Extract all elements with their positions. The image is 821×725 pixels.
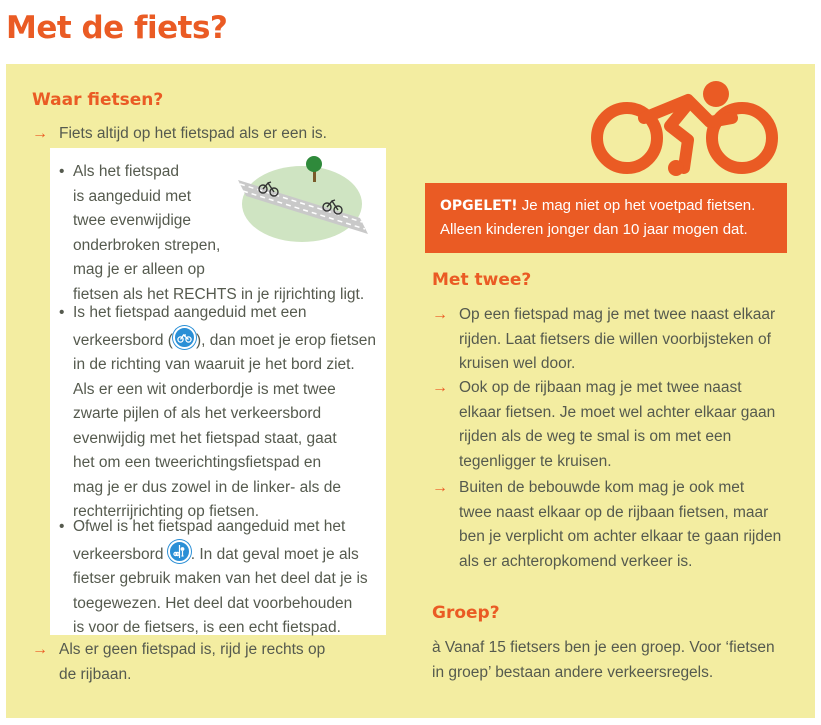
bullet2-text: verkeersbord ( xyxy=(73,331,173,349)
two-line: tegenligger te kruisen. xyxy=(459,452,612,470)
page-title: Met de fiets? xyxy=(6,10,228,46)
list-item-two-3 xyxy=(432,476,781,574)
bullet1-line: Als het fietspad xyxy=(73,163,179,180)
two-line: ben je verplicht om achter elkaar te gaan rijden xyxy=(459,528,782,545)
heading-where-cycle: Waar fietsen? xyxy=(32,90,164,110)
two-line: twee naast elkaar op de rijbaan fietsen, maar xyxy=(459,503,769,521)
cyclist-icon xyxy=(584,78,796,186)
bullet2-line: mag je er dus zowel in de linker- als de xyxy=(73,478,341,496)
arrow-right-icon: → xyxy=(432,379,448,396)
bullet2-line: het om een tweerichtingsfietspad en xyxy=(73,454,322,471)
bicycle-path-sign-icon xyxy=(173,326,196,349)
warning-line xyxy=(440,194,787,218)
bullet2-line: Is het fietspad aangeduid met een xyxy=(73,304,307,321)
two-line: Ook op de rijbaan mag je met twee naast xyxy=(459,379,742,396)
arrow-right-icon: → xyxy=(32,125,48,142)
bullet3-text: verkeersbord xyxy=(73,545,168,563)
list-item-intro xyxy=(32,122,327,147)
warning-box xyxy=(425,183,787,253)
two-line: rijden. Laat fietsers die willen voorbijsteken of xyxy=(459,330,771,348)
arrow-right-icon: → xyxy=(432,479,448,496)
two-line: als er achteropkomend verkeer is. xyxy=(459,552,693,570)
bullet1-line: twee evenwijdige xyxy=(73,212,192,229)
bullet2-line: in de richting van waaruit je het bord ziet. xyxy=(73,356,355,373)
two-line: Buiten de bebouwde kom mag je ook met xyxy=(459,479,745,496)
bullet2-line: Als er een wit onderbordje is met twee xyxy=(73,380,336,398)
bullet3-text: . In dat geval moet je als xyxy=(190,545,359,563)
two-line: elkaar fietsen. Je moet wel achter elkaar gaan xyxy=(459,403,776,421)
warning-label: OPGELET! xyxy=(440,198,518,214)
two-line: Op een fietspad mag je met twee naast elkaar xyxy=(459,306,776,323)
bullet3-line: is voor de fietsers, is een echt fietspad. xyxy=(73,619,341,636)
bullet2-line: zwarte pijlen of als het verkeersbord xyxy=(73,405,322,422)
two-line: rijden als de weg te smal is om met een xyxy=(459,428,732,445)
heading-with-two: Met twee? xyxy=(432,270,532,290)
group-line: à Vanaf 15 fietsers ben je een groep. Voor ‘fietsen xyxy=(432,639,775,656)
warning-line: Alleen kinderen jonger dan 10 jaar mogen dat. xyxy=(440,221,748,238)
bullet-dot: • xyxy=(59,518,65,535)
two-line: kruisen wel door. xyxy=(459,355,576,372)
bullet2-text: ), dan moet je erop fietsen xyxy=(195,331,377,349)
group-text xyxy=(432,636,775,685)
bullet2-line: rechterrijrichting op fietsen. xyxy=(73,503,260,520)
split-path-sign-icon xyxy=(168,540,191,563)
intro-text: Fiets altijd op het fietspad als er een is. xyxy=(59,125,327,142)
bullet-dot: • xyxy=(59,304,65,321)
bullet2-line xyxy=(73,326,398,354)
group-line: in groep’ bestaan andere verkeersregels. xyxy=(432,663,714,681)
bullet1-line: onderbroken strepen, xyxy=(73,236,221,254)
warning-text: Je mag niet op het voetpad fietsen. xyxy=(517,197,756,214)
bullet1-line: fietsen als het RECHTS in je rijrichting ligt. xyxy=(73,285,365,303)
list-item-two-1 xyxy=(432,303,775,377)
outro-line: Als er geen fietspad is, rijd je rechts op xyxy=(59,641,326,658)
arrow-right-icon: → xyxy=(432,306,448,323)
bullet2-line: evenwijdig met het fietspad staat, gaat xyxy=(73,429,337,447)
bullet1-line: mag je er alleen op xyxy=(73,261,205,278)
heading-group: Groep? xyxy=(432,603,500,623)
bullet3-line: toegewezen. Het deel dat voorbehouden xyxy=(73,594,353,612)
list-item-two-2 xyxy=(432,376,775,474)
outro-line: de rijbaan. xyxy=(59,665,132,683)
list-item-outro xyxy=(32,638,325,687)
list-item-bullet-3 xyxy=(59,515,398,641)
bullet1-line: is aangeduid met xyxy=(73,187,192,205)
arrow-right-icon: → xyxy=(32,641,48,658)
bullet3-line: fietser gebruik maken van het deel dat je is xyxy=(73,570,368,587)
list-item-bullet-2 xyxy=(59,301,398,525)
list-item-bullet-1 xyxy=(59,160,393,307)
bullet-dot: • xyxy=(59,163,65,180)
bullet3-line: Ofwel is het fietspad aangeduid met het xyxy=(73,518,346,535)
bullet3-line xyxy=(73,540,398,568)
